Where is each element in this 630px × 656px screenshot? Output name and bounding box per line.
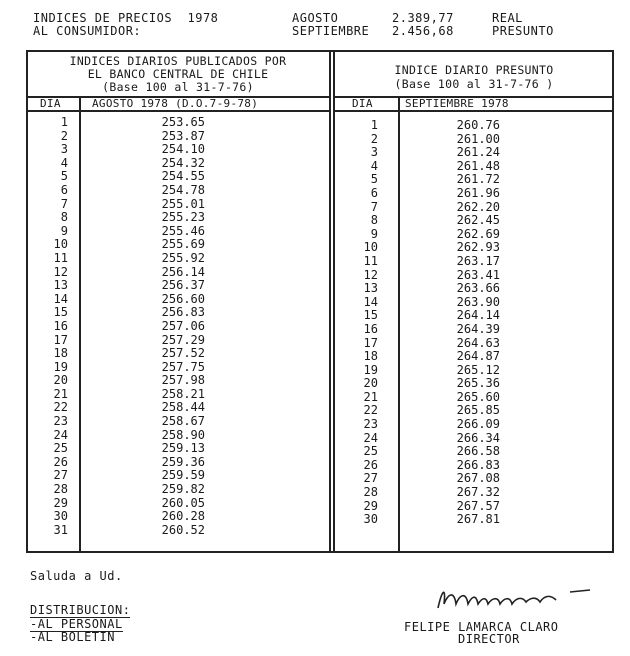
right-day-cell: 26 bbox=[363, 457, 378, 472]
right-value-cell: 264.87 bbox=[456, 349, 500, 364]
left-day-cell: 12 bbox=[53, 264, 68, 279]
left-value-cell: 256.14 bbox=[161, 264, 205, 279]
left-day-cell: 25 bbox=[53, 441, 68, 456]
right-day-cell: 13 bbox=[363, 281, 378, 296]
right-value-cell: 265.36 bbox=[456, 376, 500, 391]
right-day-cell: 9 bbox=[370, 226, 378, 241]
left-value-cell: 253.87 bbox=[161, 128, 205, 143]
right-day-column bbox=[340, 119, 378, 527]
left-day-cell: 9 bbox=[60, 223, 68, 238]
signature-icon bbox=[430, 580, 600, 616]
left-value-cell: 259.82 bbox=[161, 482, 205, 497]
right-value-cell: 266.34 bbox=[456, 430, 500, 445]
left-day-cell: 14 bbox=[53, 291, 68, 306]
right-day-cell: 21 bbox=[363, 389, 378, 404]
right-value-cell: 262.69 bbox=[456, 226, 500, 241]
right-value-cell: 262.20 bbox=[456, 199, 500, 214]
greeting: Saluda a Ud. bbox=[30, 569, 123, 583]
left-day-cell: 24 bbox=[53, 427, 68, 442]
distribution-label: DISTRIBUCION: bbox=[30, 603, 131, 617]
left-day-cell: 18 bbox=[53, 346, 68, 361]
distribution-item-personal: -AL PERSONAL bbox=[30, 617, 123, 631]
right-value-cell: 265.12 bbox=[456, 362, 500, 377]
left-value-cell: 258.44 bbox=[161, 400, 205, 415]
right-day-cell: 5 bbox=[370, 172, 378, 187]
left-day-cell: 30 bbox=[53, 509, 68, 524]
right-day-cell: 29 bbox=[363, 498, 378, 513]
header-month-septiembre: SEPTIEMBRE bbox=[292, 24, 370, 38]
right-day-cell: 24 bbox=[363, 430, 378, 445]
right-day-cell: 6 bbox=[370, 185, 378, 200]
right-day-cell: 7 bbox=[370, 199, 378, 214]
left-value-cell: 254.32 bbox=[161, 155, 205, 170]
left-value-cell: 260.28 bbox=[161, 509, 205, 524]
left-value-cell: 254.55 bbox=[161, 169, 205, 184]
left-day-cell: 17 bbox=[53, 332, 68, 347]
left-day-cell: 8 bbox=[60, 210, 68, 225]
left-day-cell: 28 bbox=[53, 482, 68, 497]
left-value-cell: 258.21 bbox=[161, 386, 205, 401]
left-value-cell: 256.83 bbox=[161, 305, 205, 320]
left-table-base: (Base 100 al 31-7-76) bbox=[102, 80, 254, 94]
right-day-cell: 22 bbox=[363, 403, 378, 418]
right-value-cell: 266.09 bbox=[456, 417, 500, 432]
left-value-cell: 257.52 bbox=[161, 346, 205, 361]
right-value-column bbox=[440, 119, 500, 527]
distribution-item-boletin: -AL BOLETIN bbox=[30, 630, 115, 644]
table-center-divider bbox=[329, 50, 331, 553]
left-day-column bbox=[30, 116, 68, 537]
left-day-cell: 26 bbox=[53, 454, 68, 469]
right-value-cell: 266.83 bbox=[456, 457, 500, 472]
right-day-cell: 10 bbox=[363, 240, 378, 255]
right-day-cell: 17 bbox=[363, 335, 378, 350]
left-col-value-header: AGOSTO 1978 (D.O.7-9-78) bbox=[92, 97, 259, 110]
right-day-cell: 28 bbox=[363, 485, 378, 500]
right-day-divider bbox=[398, 96, 400, 553]
left-day-cell: 27 bbox=[53, 468, 68, 483]
right-day-cell: 14 bbox=[363, 294, 378, 309]
title-line-2: AL CONSUMIDOR: bbox=[33, 24, 142, 38]
left-value-cell: 260.52 bbox=[161, 522, 205, 537]
left-value-cell: 255.92 bbox=[161, 250, 205, 265]
left-value-cell: 260.05 bbox=[161, 495, 205, 510]
left-value-cell: 254.78 bbox=[161, 182, 205, 197]
right-day-cell: 1 bbox=[370, 118, 378, 132]
right-header-line-bottom bbox=[333, 110, 614, 112]
table-center-divider-2 bbox=[333, 50, 335, 553]
right-table-base: (Base 100 al 31-7-76 ) bbox=[394, 77, 554, 91]
right-table-title: INDICE DIARIO PRESUNTO bbox=[394, 63, 554, 77]
right-day-cell: 20 bbox=[363, 376, 378, 391]
header-kind-real: REAL bbox=[492, 11, 523, 25]
left-day-divider bbox=[79, 96, 81, 553]
left-value-cell: 255.01 bbox=[161, 196, 205, 211]
right-day-cell: 8 bbox=[370, 213, 378, 228]
right-value-cell: 265.85 bbox=[456, 403, 500, 418]
left-day-cell: 31 bbox=[53, 522, 68, 537]
right-value-cell: 265.60 bbox=[456, 389, 500, 404]
right-value-cell: 267.57 bbox=[456, 498, 500, 513]
right-day-cell: 2 bbox=[370, 131, 378, 146]
right-value-cell: 261.24 bbox=[456, 145, 500, 160]
right-value-cell: 263.66 bbox=[456, 281, 500, 296]
right-col-day-header: DIA bbox=[352, 97, 373, 110]
left-day-cell: 20 bbox=[53, 373, 68, 388]
right-day-cell: 30 bbox=[363, 512, 378, 527]
left-day-cell: 11 bbox=[53, 250, 68, 265]
right-value-cell: 263.90 bbox=[456, 294, 500, 309]
right-day-cell: 3 bbox=[370, 145, 378, 160]
right-value-cell: 264.39 bbox=[456, 321, 500, 336]
signer-name: FELIPE LAMARCA CLARO bbox=[404, 620, 559, 634]
right-day-cell: 25 bbox=[363, 444, 378, 459]
left-day-cell: 22 bbox=[53, 400, 68, 415]
left-value-cell: 255.23 bbox=[161, 210, 205, 225]
left-value-cell: 255.46 bbox=[161, 223, 205, 238]
left-value-cell: 257.29 bbox=[161, 332, 205, 347]
left-day-cell: 2 bbox=[60, 128, 68, 143]
left-day-cell: 10 bbox=[53, 237, 68, 252]
left-day-cell: 15 bbox=[53, 305, 68, 320]
title-line-1: INDICES DE PRECIOS 1978 bbox=[33, 11, 219, 25]
header-month-agosto: AGOSTO bbox=[292, 11, 339, 25]
right-value-cell: 263.17 bbox=[456, 253, 500, 268]
right-day-cell: 27 bbox=[363, 471, 378, 486]
right-value-cell: 262.45 bbox=[456, 213, 500, 228]
left-day-cell: 29 bbox=[53, 495, 68, 510]
left-value-cell: 256.60 bbox=[161, 291, 205, 306]
index-table bbox=[26, 50, 614, 553]
left-table-title-2: EL BANCO CENTRAL DE CHILE bbox=[87, 67, 269, 81]
right-day-cell: 16 bbox=[363, 321, 378, 336]
signer-title: DIRECTOR bbox=[458, 632, 520, 646]
left-day-cell: 21 bbox=[53, 386, 68, 401]
header-kind-presunto: PRESUNTO bbox=[492, 24, 554, 38]
right-day-cell: 18 bbox=[363, 349, 378, 364]
right-day-cell: 11 bbox=[363, 253, 378, 268]
right-day-cell: 4 bbox=[370, 158, 378, 173]
left-value-cell: 259.13 bbox=[161, 441, 205, 456]
left-day-cell: 19 bbox=[53, 359, 68, 374]
right-day-cell: 23 bbox=[363, 417, 378, 432]
right-value-cell: 261.96 bbox=[456, 185, 500, 200]
left-value-cell: 257.98 bbox=[161, 373, 205, 388]
left-day-cell: 3 bbox=[60, 142, 68, 157]
right-day-cell: 12 bbox=[363, 267, 378, 282]
right-value-cell: 267.32 bbox=[456, 485, 500, 500]
left-value-cell: 257.75 bbox=[161, 359, 205, 374]
left-day-cell: 4 bbox=[60, 155, 68, 170]
left-col-day-header: DIA bbox=[40, 97, 61, 110]
left-value-cell: 253.65 bbox=[161, 115, 205, 129]
right-value-cell: 261.72 bbox=[456, 172, 500, 187]
left-value-cell: 259.59 bbox=[161, 468, 205, 483]
right-value-cell: 261.00 bbox=[456, 131, 500, 146]
right-value-cell: 266.58 bbox=[456, 444, 500, 459]
left-day-cell: 6 bbox=[60, 182, 68, 197]
left-day-cell: 1 bbox=[60, 115, 68, 129]
right-value-cell: 260.76 bbox=[456, 118, 500, 132]
left-day-cell: 7 bbox=[60, 196, 68, 211]
right-value-cell: 267.08 bbox=[456, 471, 500, 486]
right-value-cell: 267.81 bbox=[456, 512, 500, 527]
left-day-cell: 23 bbox=[53, 414, 68, 429]
left-value-cell: 255.69 bbox=[161, 237, 205, 252]
header-value-septiembre: 2.456,68 bbox=[392, 24, 454, 38]
left-value-cell: 254.10 bbox=[161, 142, 205, 157]
left-table-title-1: INDICES DIARIOS PUBLICADOS POR bbox=[69, 54, 287, 68]
right-value-cell: 263.41 bbox=[456, 267, 500, 282]
left-day-cell: 16 bbox=[53, 318, 68, 333]
right-col-value-header: SEPTIEMBRE 1978 bbox=[405, 97, 509, 110]
right-day-cell: 19 bbox=[363, 362, 378, 377]
left-value-column bbox=[150, 116, 205, 537]
left-header-line-bottom bbox=[26, 110, 331, 112]
right-value-cell: 264.14 bbox=[456, 308, 500, 323]
left-value-cell: 258.67 bbox=[161, 414, 205, 429]
left-value-cell: 258.90 bbox=[161, 427, 205, 442]
right-day-cell: 15 bbox=[363, 308, 378, 323]
left-value-cell: 259.36 bbox=[161, 454, 205, 469]
left-day-cell: 5 bbox=[60, 169, 68, 184]
right-value-cell: 264.63 bbox=[456, 335, 500, 350]
right-value-cell: 261.48 bbox=[456, 158, 500, 173]
left-value-cell: 257.06 bbox=[161, 318, 205, 333]
header-value-agosto: 2.389,77 bbox=[392, 11, 454, 25]
left-day-cell: 13 bbox=[53, 278, 68, 293]
left-value-cell: 256.37 bbox=[161, 278, 205, 293]
right-value-cell: 262.93 bbox=[456, 240, 500, 255]
